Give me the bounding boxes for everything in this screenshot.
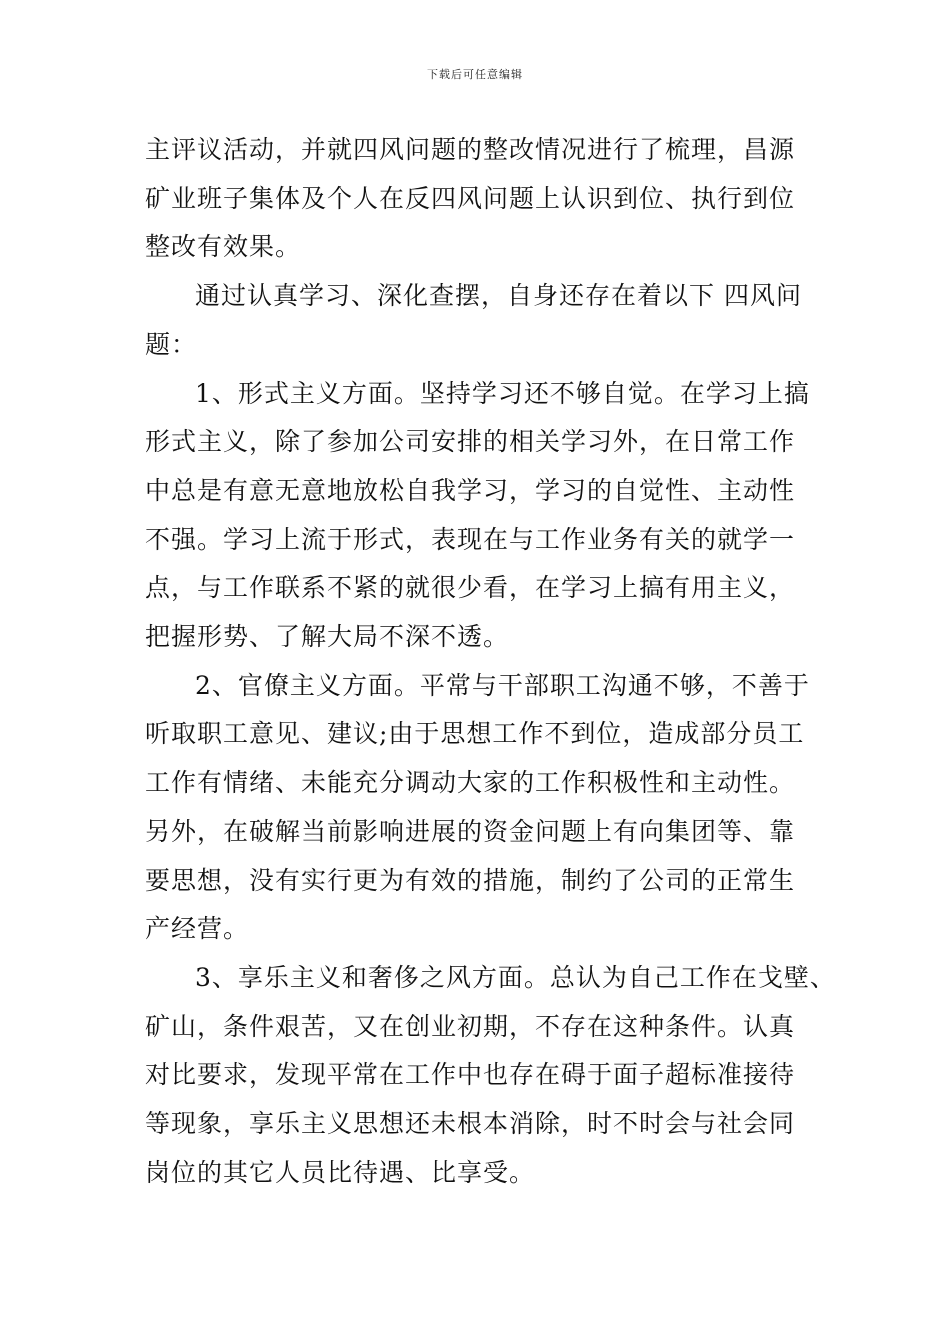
text-line: 不强。学习上流于形式，表现在与工作业务有关的就学一 bbox=[145, 524, 796, 554]
page-header: 下载后可任意编辑 bbox=[427, 68, 523, 81]
text-line: 听取职工意见、建议;由于思想工作不到位，造成部分员工 bbox=[145, 719, 805, 749]
text-line: 主评议活动，并就四风问题的整改情况进行了梳理，昌源 bbox=[145, 135, 796, 164]
text-line: 把握形势、了解大局不深不透。 bbox=[145, 622, 510, 651]
text-line: 中总是有意无意地放松自我学习，学习的自觉性、主动性 bbox=[145, 475, 796, 505]
text-line: 通过认真学习、深化查摆，自身还存在着以下 四风问 bbox=[195, 281, 802, 311]
text-line: 1、形式主义方面。坚持学习还不够自觉。在学习上搞 bbox=[195, 378, 810, 408]
text-line: 岗位的其它人员比待遇、比享受。 bbox=[145, 1157, 536, 1187]
text-line: 3、享乐主义和奢侈之风方面。总认为自己工作在戈壁、 bbox=[195, 962, 836, 992]
text-line: 产经营。 bbox=[145, 914, 250, 944]
text-line: 题： bbox=[145, 329, 198, 359]
text-line: 等现象，享乐主义思想还未根本消除，时不时会与社会同 bbox=[145, 1109, 796, 1138]
text-line: 矿业班子集体及个人在反四风问题上认识到位、执行到位 bbox=[145, 183, 796, 213]
text-line: 另外，在破解当前影响进展的资金问题上有向集团等、靠 bbox=[145, 816, 796, 846]
text-line: 形式主义，除了参加公司安排的相关学习外，在日常工作 bbox=[145, 427, 796, 457]
text-line: 要思想，没有实行更为有效的措施，制约了公司的正常生 bbox=[145, 865, 796, 895]
text-line: 工作有情绪、未能充分调动大家的工作积极性和主动性。 bbox=[145, 768, 796, 798]
text-line: 矿山，条件艰苦，又在创业初期，不存在这种条件。认真 bbox=[145, 1011, 796, 1041]
text-line: 点，与工作联系不紧的就很少看，在学习上搞有用主义， bbox=[145, 573, 796, 603]
text-line: 整改有效果。 bbox=[145, 232, 302, 262]
text-line: 2、官僚主义方面。平常与干部职工沟通不够，不善于 bbox=[195, 670, 810, 700]
text-line: 对比要求，发现平常在工作中也存在碍于面子超标准接待 bbox=[145, 1060, 796, 1090]
